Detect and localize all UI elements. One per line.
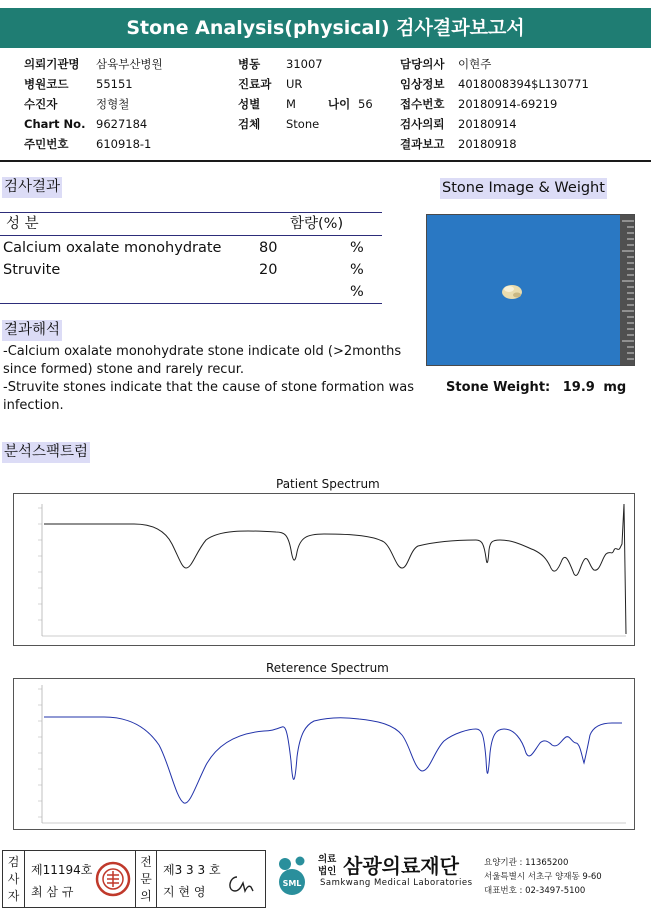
info-row-request-date: 검사의뢰 20180914 (400, 117, 517, 131)
patient-spectrum-plot (14, 494, 634, 645)
patient-info-col2 (238, 54, 373, 134)
row-value-2: 20 (259, 262, 278, 278)
stone-weight-label: Stone Weight: (446, 380, 551, 395)
row-name-2: Struvite (3, 262, 61, 278)
info-row-hospital: 의뢰기관명 삼육부산병원 (24, 57, 163, 71)
col-component-header: 성 분 (6, 216, 39, 232)
stone-weight (446, 380, 626, 395)
specialist-license: 제3 3 3 호 (163, 863, 221, 877)
info-row-sex-age: 성별 M 나이 56 (238, 97, 373, 111)
table-top-line (0, 212, 382, 213)
patient-info-col3 (400, 54, 589, 154)
examiner-license: 제11194호 (31, 863, 93, 877)
reference-spectrum-chart (13, 678, 635, 830)
info-row-resident-no: 주민번호 610918-1 (24, 137, 152, 151)
patient-info-col1 (24, 54, 163, 154)
table-bottom-line (0, 303, 382, 304)
row-unit-3: % (350, 284, 364, 300)
org-code: 요양기관 : 11365200 (484, 858, 569, 868)
info-row-chart-no: Chart No. 9627184 (24, 117, 148, 131)
reference-spectrum-line (44, 717, 622, 803)
header-divider (0, 160, 651, 162)
examiner-label: 검사자 (3, 851, 25, 907)
info-row-patient: 수진자 정형철 (24, 97, 130, 111)
row-value-1: 80 (259, 240, 278, 256)
org-name: 삼광의료재단 (343, 854, 459, 878)
info-row-hospital-code: 병원코드 55151 (24, 77, 133, 91)
info-row-specimen: 검체 Stone (238, 117, 320, 131)
org-address: 서울특별시 서초구 양재동 9-60 (484, 872, 602, 882)
signature-box (2, 850, 266, 908)
examiner-name: 최 삼 규 (31, 885, 74, 899)
info-row-clinical-info: 임상정보 4018008394$L130771 (400, 77, 589, 91)
info-row-ward: 병동 31007 (238, 57, 323, 71)
result-heading: 검사결과 (2, 177, 62, 198)
stone-image (427, 215, 635, 366)
footer (0, 842, 651, 916)
sml-logo-icon (270, 852, 314, 896)
patient-spectrum-line (44, 504, 626, 634)
reference-spectrum-title: Reterence Spectrum (266, 661, 389, 675)
stone-weight-value: 19.9 (562, 380, 595, 395)
row-unit-2: % (350, 262, 364, 278)
info-row-receipt-no: 접수번호 20180914-69219 (400, 97, 558, 111)
specialist-signature (223, 869, 259, 899)
sml-badge: SML (282, 879, 302, 888)
interpretation-heading: 결과해석 (2, 320, 62, 341)
specialist-label: 전문의 (135, 851, 157, 907)
info-row-report-date: 결과보고 20180918 (400, 137, 517, 151)
spectrum-heading: 분석스팩트럼 (2, 442, 90, 463)
org-prefix: 의료법인 (318, 854, 337, 877)
org-english: Samkwang Medical Laboratories (320, 878, 473, 888)
info-row-department: 진료과 UR (238, 77, 303, 91)
row-unit-1: % (350, 240, 364, 256)
specialist-name: 지 현 영 (163, 885, 206, 899)
interpretation-text (3, 343, 423, 415)
stone-photo (426, 214, 635, 366)
interpretation-line-1: -Calcium oxalate monohydrate stone indicate old (>2months since formed) stone and rarely recur. (3, 344, 402, 377)
examiner-seal (93, 859, 133, 899)
report-title: Stone Analysis(physical) 검사결과보고서 (0, 8, 651, 48)
org-phone: 대표번호 : 02-3497-5100 (484, 886, 586, 896)
row-name-1: Calcium oxalate monohydrate (3, 240, 222, 256)
stone-weight-unit: mg (603, 380, 627, 395)
info-row-doctor: 담당의사 이현주 (400, 57, 492, 71)
patient-spectrum-title: Patient Spectrum (276, 477, 380, 491)
col-content-header: 함량(%) (290, 216, 344, 232)
interpretation-line-2: -Struvite stones indicate that the cause of stone formation was infection. (3, 380, 414, 413)
stone-heading: Stone Image & Weight (440, 178, 607, 199)
patient-spectrum-chart (13, 493, 635, 646)
reference-spectrum-plot (14, 679, 634, 829)
table-header-line (0, 235, 382, 236)
